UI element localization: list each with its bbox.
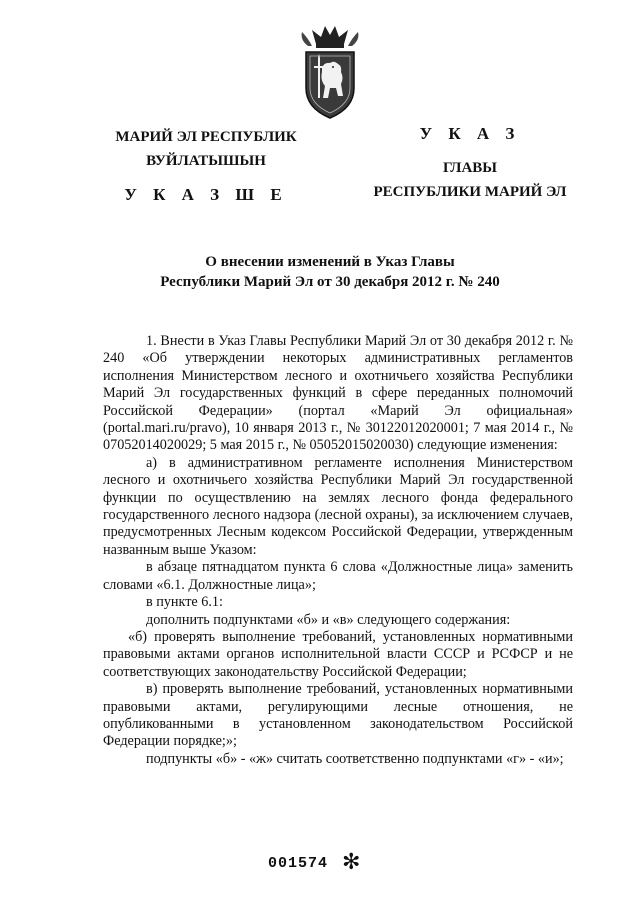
header-right-russian xyxy=(345,122,595,204)
paragraph-3: в абзаце пятнадцатом пункта 6 слова «Должностные лица» заменить словами «6.1. Должностные лица»; xyxy=(103,559,573,593)
paragraph-4: в пункте 6.1: xyxy=(146,594,223,611)
paragraph-5: дополнить подпунктами «б» и «в» следующего содержания: xyxy=(146,611,511,628)
asterisk-mark-icon: ✻ xyxy=(342,850,361,875)
header-left-line-1: МАРИЙ ЭЛ РЕСПУБЛИК xyxy=(115,129,297,145)
header-left-line-2: ВУЙЛАТЫШЫН xyxy=(146,153,266,169)
document-title-line-1: О внесении изменений в Указ Главы xyxy=(205,254,455,270)
paragraph-2: а) в административном регламенте исполнения Министерством лесного и охотничьего хозяйства Республики Марий Эл государственной функции по осуществлению на землях лесного фонда федерального государственного лесного надзора (лесной охраны), за исключением случаев, предусмотренных Лесным кодексом Российской Федерации, утвержденным названным выше Указом: xyxy=(103,454,573,558)
header-right-decree: У К А З xyxy=(419,124,521,143)
paragraph-1: 1. Внести в Указ Главы Республики Марий Эл от 30 декабря 2012 г. № 240 «Об утверждении некоторых административных регламентов исполнения Министерством лесного и охотничьего хозяйства Республики Марий Эл государственных функций в сфере переданных полномочий Российской Федерации» (портал «Марий Эл официальная» (portal.mari.ru/pravo), 10 января 2013 г., № 30122012020001; 7 мая 2014 г., № 07052014020029; 5 мая 2015 г., № 05052015020030) следующие изменения: xyxy=(103,333,573,454)
coat-of-arms-emblem xyxy=(294,22,366,122)
document-title xyxy=(100,252,560,292)
paragraph-8: подпункты «б» - «ж» считать соответственно подпунктами «г» - «и»; xyxy=(146,750,564,767)
header-right-line-2: ГЛАВЫ xyxy=(442,160,498,176)
document-body xyxy=(103,333,573,768)
paragraph-7: в) проверять выполнение требований, установленных нормативными правовыми актами, регулирующими лесные отношения, не опубликованными в установленном законодательством Российской Федерации порядке;»; xyxy=(103,681,573,750)
header-right-line-3: РЕСПУБЛИКИ МАРИЙ ЭЛ xyxy=(373,184,567,200)
document-serial-number: 001574 xyxy=(268,855,329,872)
paragraph-6: «б) проверять выполнение требований, установленных нормативными правовыми актами органов исполнительной власти СССР и РСФСР и не соответствующих законодательству Российской Федерации; xyxy=(103,628,573,680)
header-left-mari xyxy=(90,125,322,207)
document-title-line-2: Республики Марий Эл от 30 декабря 2012 г. № 240 xyxy=(160,274,500,290)
header-left-decree: У К А З Ш Е xyxy=(124,185,288,204)
